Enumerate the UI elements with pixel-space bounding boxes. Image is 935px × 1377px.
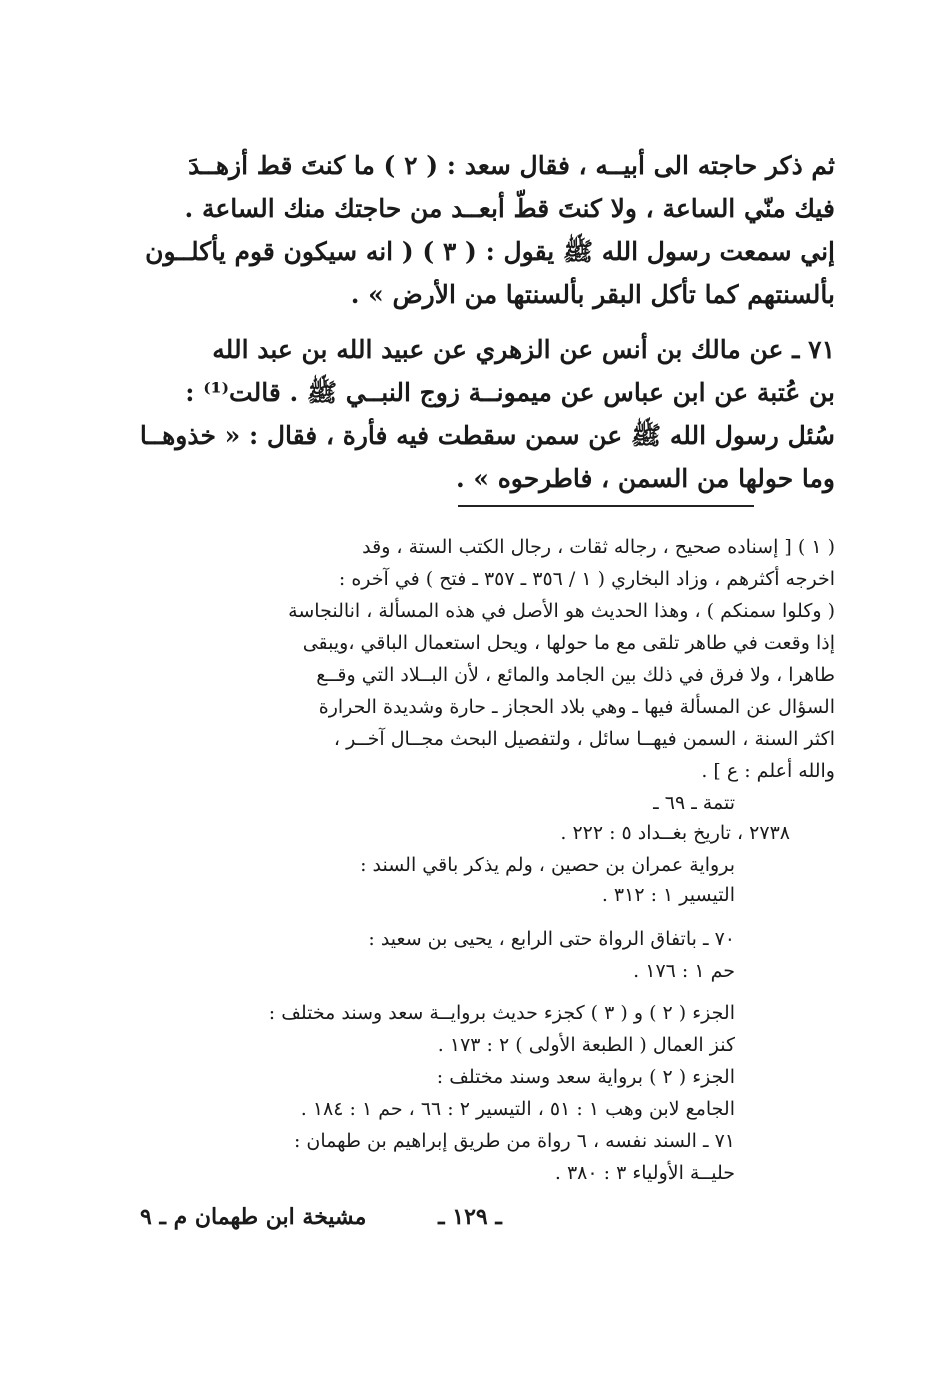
footnote-line: إذا وقعت في طاهر تلقى مع ما حولها ، ويحل استعمال الباقي ،ويبقى xyxy=(302,632,835,654)
footnote-line: والله أعلم : ع ] . xyxy=(701,760,835,782)
reference-line: كنز العمال ( الطبعة الأولى ) ٢ : ١٧٣ . xyxy=(437,1034,735,1056)
page-number: ـ ١٢٩ ـ xyxy=(438,1204,502,1230)
footnote-line: اخرجه أكثرهم ، وزاد البخاري ( ١ / ٣٥٦ ـ ٣٥٧ ـ فتح ) في آخره : xyxy=(338,568,835,590)
footnote-line: اكثر السنة ، السمن فيهــا سائل ، ولتفصيل البحث مجــال آخــر ، xyxy=(333,728,835,750)
main-text-line: ٧١ ـ عن مالك بن أنس عن الزهري عن عبيد الله بن عبد الله xyxy=(212,335,835,364)
footnote-line: السؤال عن المسألة فيها ـ وهي بلاد الحجاز ـ حارة وشديدة الحرارة xyxy=(318,696,835,718)
main-text-line: ثم ذكر حاجته الى أبيــه ، فقال سعد : ( ٢ ) ما كنتَ قط أزهــدَ xyxy=(188,151,835,180)
main-text-line: وما حولها من السمن ، فاطرحوه » . xyxy=(455,464,835,493)
footnote-line: ( ١ ) [ إسناده صحيح ، رجاله ثقات ، رجال الكتب الستة ، وقد xyxy=(362,536,835,558)
main-text-line: سُئل رسول الله ﷺ عن سمن سقطت فيه فأرة ، فقال : « خذوهــا xyxy=(139,421,835,450)
reference-line: ٢٧٣٨ ، تاريخ بغــداد ٥ : ٢٢٢ . xyxy=(560,822,790,844)
footnote-line: ( وكلوا سمنكم ) ، وهذا الحديث هو الأصل في هذه المسألة ، انالنجاسة xyxy=(288,600,835,622)
reference-line: تتمة ـ ٦٩ ـ xyxy=(653,792,735,814)
reference-line: برواية عمران بن حصين ، ولم يذكر باقي السند : xyxy=(360,854,735,876)
reference-line: حم ١ : ١٧٦ . xyxy=(633,960,735,982)
main-text-line: بن عُتبة عن ابن عباس عن ميمونــة زوج النبــي ﷺ . قالت⁽¹⁾ : xyxy=(185,378,835,407)
reference-line: الجزء ( ٢ ) برواية سعد وسند مختلف : xyxy=(436,1066,735,1088)
reference-line: الجزء ( ٢ ) و ( ٣ ) كجزء حديث بروايــة سعد وسند مختلف : xyxy=(268,1002,735,1024)
main-text-line: إني سمعت رسول الله ﷺ يقول : ( ٣ ) ( انه سيكون قوم يأكلــون xyxy=(145,237,835,266)
reference-line: التيسير ١ : ٣١٢ . xyxy=(601,884,735,906)
main-text-line: فيك منّي الساعة ، ولا كنتَ قطّ أبعــد من حاجتك منك الساعة . xyxy=(184,194,835,223)
reference-line: ٧٠ ـ باتفاق الرواة حتى الرابع ، يحيى بن سعيد : xyxy=(368,928,735,950)
footnote-line: طاهرا ، ولا فرق في ذلك بين الجامد والمائع ، لأن البــلاد التي وقــع xyxy=(316,664,835,686)
footnote-separator xyxy=(458,505,754,507)
reference-line: الجامع لابن وهب ١ : ٥١ ، التيسير ٢ : ٦٦ ، حم ١ : ١٨٤ . xyxy=(300,1098,735,1120)
book-title: مشيخة ابن طهمان م ـ ٩ xyxy=(140,1204,367,1230)
reference-line: ٧١ ـ السند نفسه ، ٦ رواة من طريق إبراهيم بن طهمان : xyxy=(293,1130,735,1152)
main-text-line: بألسنتهم كما تأكل البقر بألسنتها من الأرض » . xyxy=(350,280,835,309)
reference-line: حليــة الأولياء ٣ : ٣٨٠ . xyxy=(554,1162,735,1184)
